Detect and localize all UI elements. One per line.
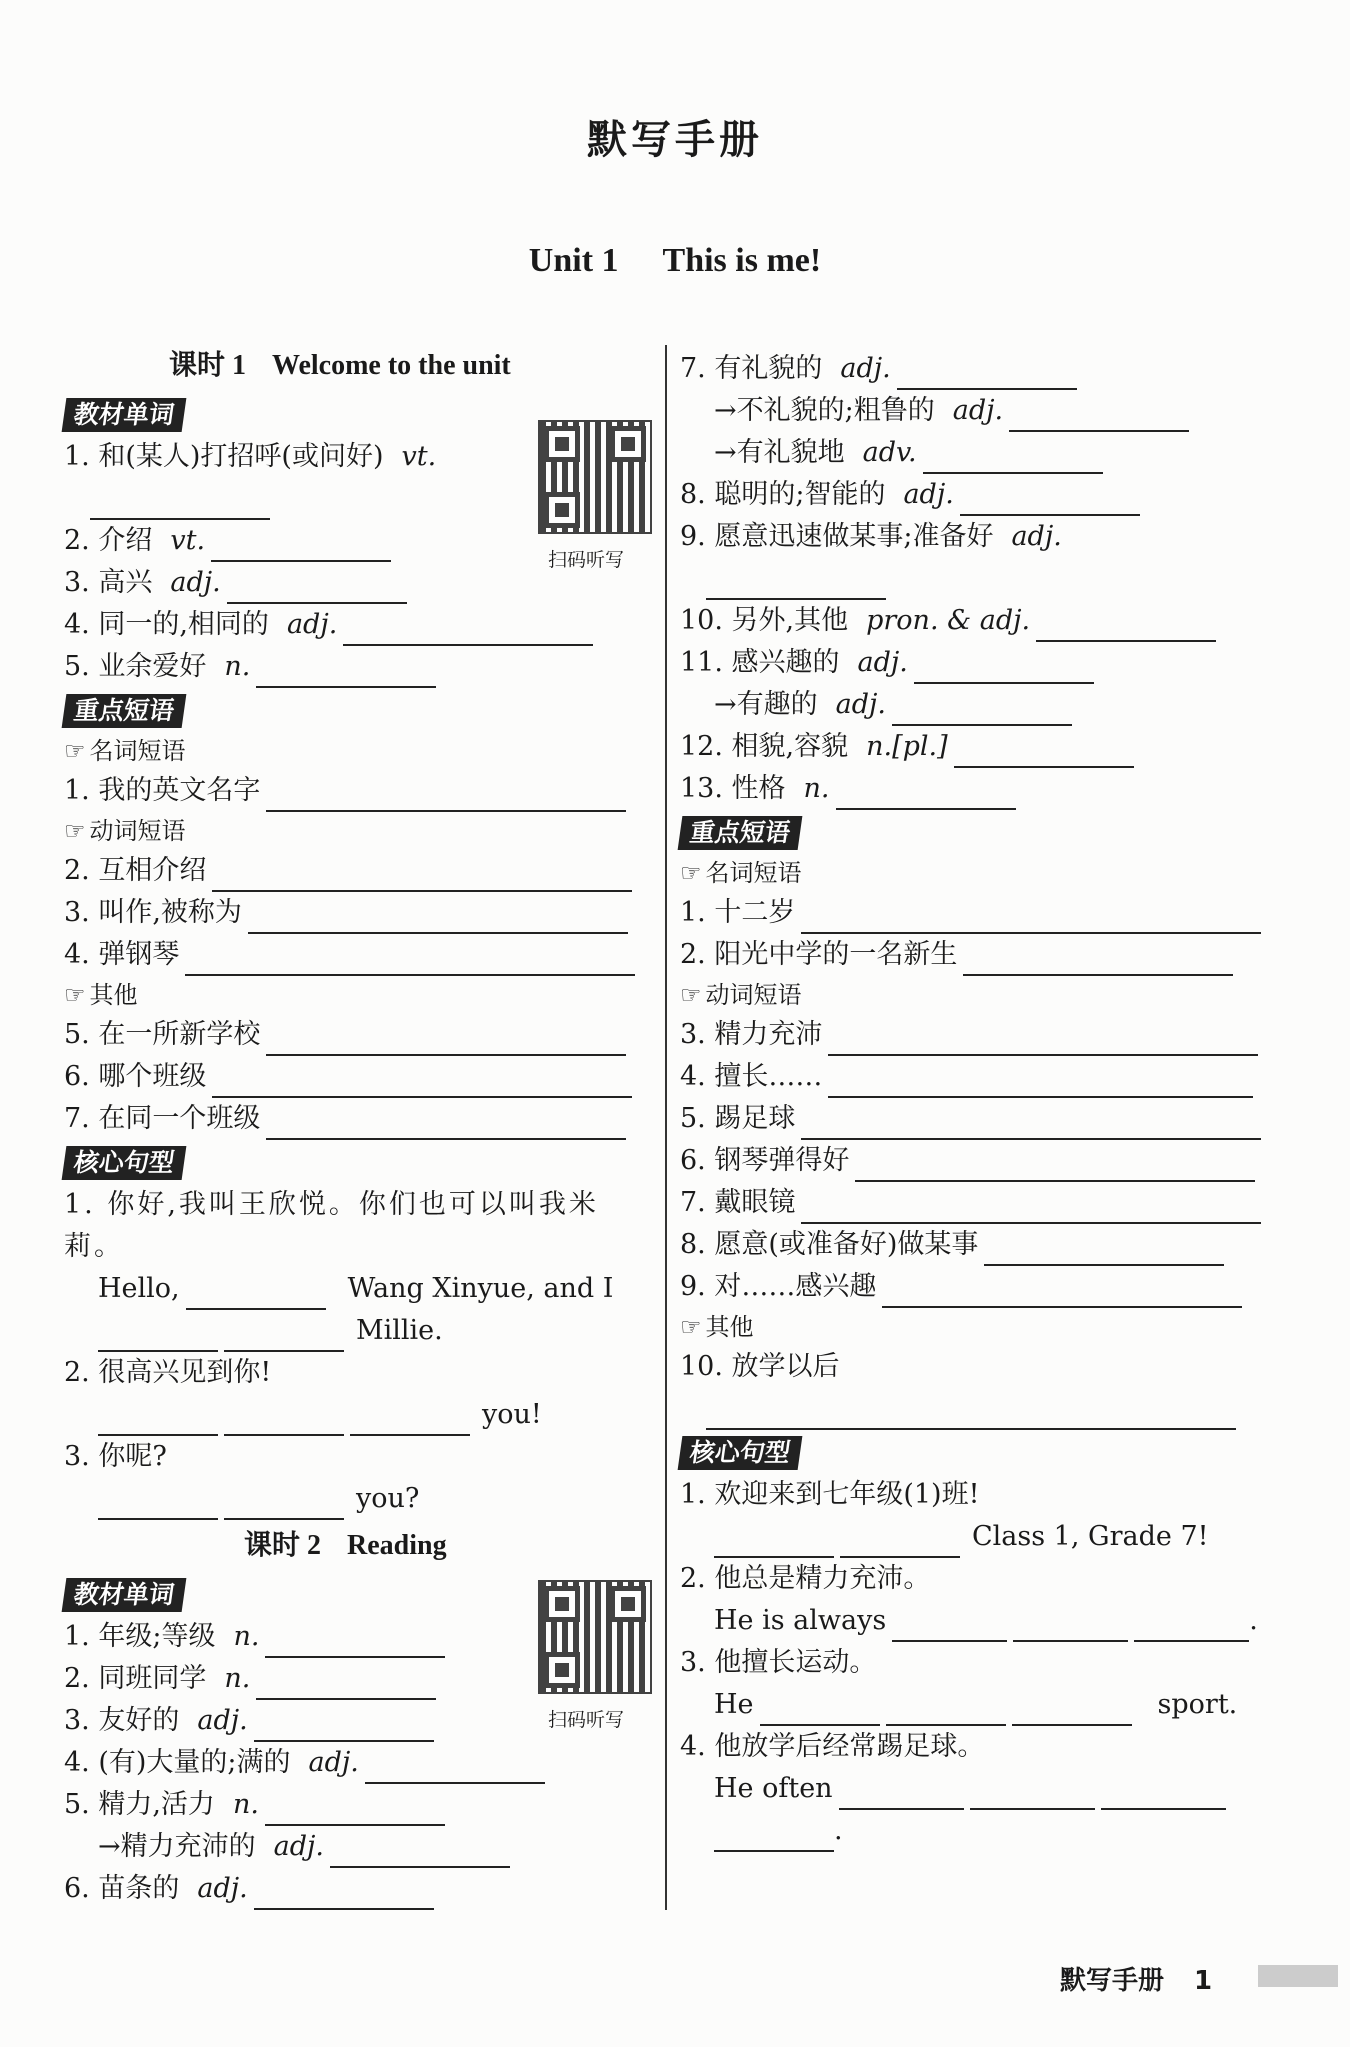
answer-line[interactable] (680, 1388, 1280, 1430)
phrase-item: 9. 对……感兴趣 (680, 1266, 1280, 1308)
vocab-item: 4. (有)大量的;满的 adj. (64, 1742, 654, 1784)
sub-heading: ☞ 动词短语 (64, 812, 654, 850)
footer-decoration (1258, 1965, 1338, 1987)
qr-label: 扫码听写 (548, 549, 625, 571)
vocab-item: 8. 聪明的;智能的 adj. (680, 474, 1280, 516)
phrase-item: 7. 在同一个班级 (64, 1098, 654, 1140)
pointing-hand-icon: ☞ (64, 817, 86, 845)
vocab-item: 9. 愿意迅速做某事;准备好 adj. (680, 521, 1062, 552)
section-phrases: 重点短语 (678, 816, 803, 850)
vocab-item: 7. 有礼貌的 adj. (680, 348, 1280, 390)
phrase-item: 6. 哪个班级 (64, 1056, 654, 1098)
answer-line[interactable] (680, 558, 1280, 600)
sentence-en: you! (64, 1394, 654, 1436)
sentence-en: He often (680, 1768, 1280, 1810)
pointing-hand-icon: ☞ (64, 981, 86, 1009)
lesson2-label: 课时 2 (244, 1530, 322, 1561)
phrase-item: 5. 踢足球 (680, 1098, 1280, 1140)
sentence-en: Hello, Wang Xinyue, and I (64, 1268, 654, 1310)
phrase-item: 4. 弹钢琴 (64, 934, 654, 976)
vocab-item: 1. 和(某人)打招呼(或问好) vt. (64, 441, 437, 472)
vocab-item: 11. 感兴趣的 adj. (680, 642, 1280, 684)
sub-heading: ☞ 名词短语 (680, 854, 1280, 892)
sentence-cn: 2. 他总是精力充沛。 (680, 1563, 931, 1594)
page-title: 默写手册 (587, 117, 763, 163)
phrase-item: 3. 叫作,被称为 (64, 892, 654, 934)
sentence-cn: 3. 你呢? (64, 1441, 167, 1472)
vocab-item: 3. 友好的 adj. (64, 1700, 654, 1742)
page-footer (1060, 1960, 1212, 1997)
phrase-item: 4. 擅长…… (680, 1056, 1280, 1098)
lesson1-heading (64, 340, 654, 392)
vocab-item: →有礼貌地 adv. (680, 432, 1280, 474)
lesson2-name: Reading (347, 1530, 447, 1561)
sub-heading: ☞ 其他 (64, 976, 654, 1014)
phrase-item: 3. 精力充沛 (680, 1014, 1280, 1056)
section-phrases: 重点短语 (62, 694, 187, 728)
phrase-item: 1. 十二岁 (680, 892, 1280, 934)
section-sentences: 核心句型 (678, 1436, 803, 1470)
lesson1-label: 课时 1 (169, 350, 247, 381)
vocab-item: 2. 同班同学 n. (64, 1658, 654, 1700)
footer-label: 默写手册 (1060, 1966, 1165, 1996)
qr-code-image[interactable] (538, 1580, 652, 1694)
vocab-item: 10. 另外,其他 pron. & adj. (680, 600, 1280, 642)
unit-label: Unit 1 (528, 242, 619, 279)
qr-label: 扫码听写 (548, 1709, 625, 1731)
vocab-item: →有趣的 adj. (680, 684, 1280, 726)
sub-heading: ☞ 名词短语 (64, 732, 654, 770)
sub-heading: ☞ 动词短语 (680, 976, 1280, 1014)
column-divider (665, 345, 667, 1910)
sentence-cn: 4. 他放学后经常踢足球。 (680, 1731, 985, 1762)
vocab-item: →不礼貌的;粗鲁的 adj. (680, 390, 1280, 432)
vocab-item: 6. 苗条的 adj. (64, 1868, 654, 1910)
vocab-item: →精力充沛的 adj. (64, 1826, 654, 1868)
pointing-hand-icon: ☞ (64, 737, 86, 765)
section-sentences: 核心句型 (62, 1146, 187, 1180)
sentence-cn: 1. 欢迎来到七年级(1)班! (680, 1479, 980, 1510)
sentence-cn: 2. 很高兴见到你! (64, 1357, 272, 1388)
sentence-en: Millie. (64, 1310, 654, 1352)
vocab-item: 13. 性格 n. (680, 768, 1280, 810)
vocab-item: 4. 同一的,相同的 adj. (64, 604, 654, 646)
sentence-en: you? (64, 1478, 654, 1520)
vocab-item: 5. 业余爱好 n. (64, 646, 654, 688)
unit-title (0, 242, 1350, 280)
sentence-cn: 3. 他擅长运动。 (680, 1647, 877, 1678)
sentence-en: He is always . (680, 1600, 1280, 1642)
pointing-hand-icon: ☞ (680, 859, 702, 887)
phrase-item: 6. 钢琴弹得好 (680, 1140, 1280, 1182)
vocab-item: 3. 高兴 adj. (64, 562, 654, 604)
sentence-cn: 1. 你好,我叫王欣悦。你们也可以叫我米莉。 (64, 1189, 599, 1262)
phrase-item: 2. 互相介绍 (64, 850, 654, 892)
page-number: 1 (1194, 1966, 1213, 1996)
section-vocab: 教材单词 (62, 398, 187, 432)
lesson1-name: Welcome to the unit (272, 350, 511, 381)
sub-heading: ☞ 其他 (680, 1308, 1280, 1346)
lesson2-heading (64, 1520, 654, 1572)
vocab-item: 12. 相貌,容貌 n.[pl.] (680, 726, 1280, 768)
phrase-item: 10. 放学以后 (680, 1351, 840, 1382)
sentence-en: He sport. (680, 1684, 1280, 1726)
phrase-item: 5. 在一所新学校 (64, 1014, 654, 1056)
unit-name: This is me! (662, 242, 822, 279)
sentence-en: Class 1, Grade 7! (680, 1516, 1280, 1558)
qr-code-image[interactable] (538, 420, 652, 534)
phrase-item: 8. 愿意(或准备好)做某事 (680, 1224, 1280, 1266)
sentence-en: . (680, 1810, 1280, 1852)
vocab-item: 2. 介绍 vt. (64, 520, 654, 562)
right-column (680, 348, 1280, 1852)
phrase-item: 7. 戴眼镜 (680, 1182, 1280, 1224)
vocab-item: 5. 精力,活力 n. (64, 1784, 654, 1826)
phrase-item: 2. 阳光中学的一名新生 (680, 934, 1280, 976)
phrase-item: 1. 我的英文名字 (64, 770, 654, 812)
pointing-hand-icon: ☞ (680, 981, 702, 1009)
pointing-hand-icon: ☞ (680, 1313, 702, 1341)
section-vocab: 教材单词 (62, 1578, 187, 1612)
vocab-item: 1. 年级;等级 n. (64, 1616, 654, 1658)
